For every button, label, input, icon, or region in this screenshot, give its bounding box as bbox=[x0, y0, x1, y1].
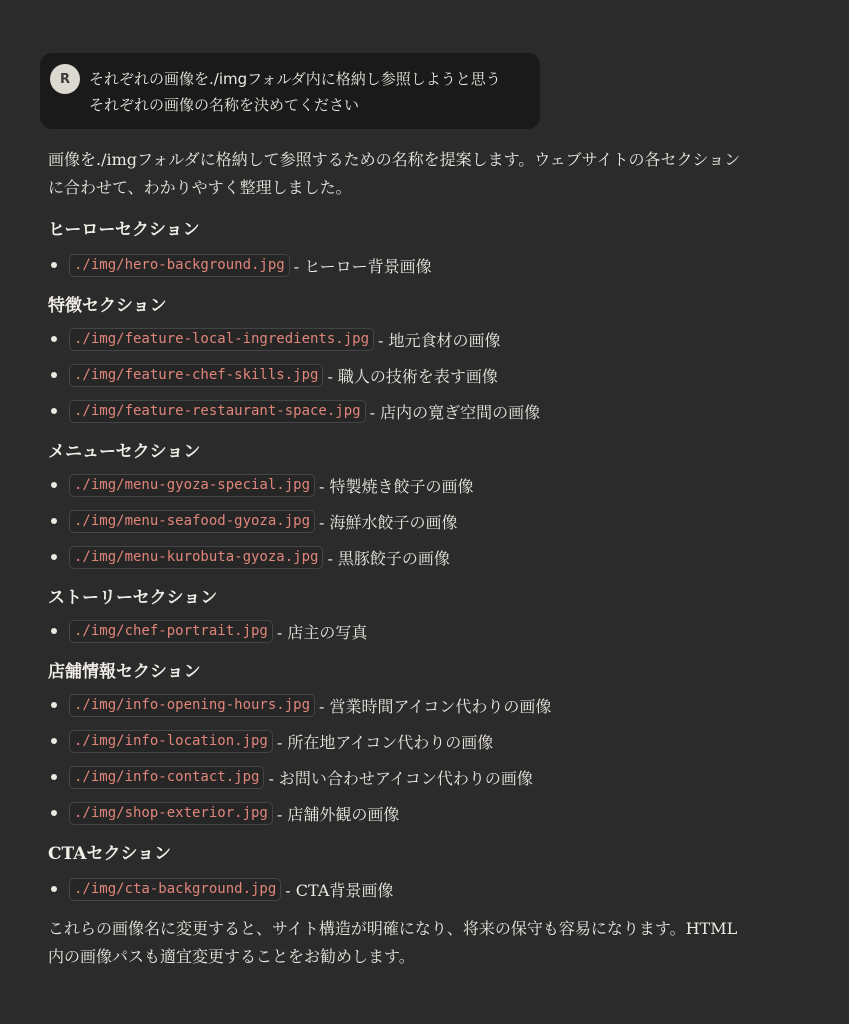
file-item bbox=[48, 871, 778, 907]
file-description: - 店舗外観の画像 bbox=[276, 804, 400, 824]
file-description: - CTA背景画像 bbox=[285, 880, 394, 900]
file-list-features bbox=[48, 321, 778, 429]
file-path-code: ./img/shop-exterior.jpg bbox=[69, 802, 273, 825]
section-title-hero: ヒーローセクション bbox=[48, 220, 200, 240]
file-path-code: ./img/feature-restaurant-space.jpg bbox=[69, 400, 366, 423]
file-description: - 所在地アイコン代わりの画像 bbox=[276, 732, 494, 752]
file-description: - ヒーロー背景画像 bbox=[293, 256, 432, 276]
file-path-code: ./img/feature-chef-skills.jpg bbox=[69, 364, 323, 387]
section-title-store-info: 店舗情報セクション bbox=[48, 662, 201, 682]
bullet-icon bbox=[51, 554, 57, 560]
file-description: - 地元食材の画像 bbox=[378, 330, 501, 350]
intro-line: に合わせて、わかりやすく整理しました。 bbox=[48, 178, 352, 197]
file-item bbox=[48, 759, 778, 795]
bullet-icon bbox=[51, 810, 57, 816]
file-description: - 黒豚餃子の画像 bbox=[327, 548, 450, 568]
bullet-icon bbox=[51, 262, 57, 268]
file-path-code: ./img/feature-local-ingredients.jpg bbox=[69, 328, 374, 351]
bullet-icon bbox=[51, 774, 57, 780]
file-description: - 営業時間アイコン代わりの画像 bbox=[319, 696, 552, 716]
bullet-icon bbox=[51, 408, 57, 414]
file-item bbox=[48, 247, 778, 283]
file-path-code: ./img/menu-gyoza-special.jpg bbox=[69, 474, 315, 497]
file-item bbox=[48, 687, 778, 723]
section-title-story: ストーリーセクション bbox=[48, 588, 218, 608]
file-path-code: ./img/menu-kurobuta-gyoza.jpg bbox=[69, 546, 323, 569]
file-path-code: ./img/hero-background.jpg bbox=[69, 254, 290, 277]
outro-line: これらの画像名に変更すると、サイト構造が明確になり、将来の保守も容易になります。HTML bbox=[48, 919, 738, 938]
file-list-story bbox=[48, 613, 778, 649]
file-list-hero bbox=[48, 247, 778, 283]
user-message-line: それぞれの画像の名称を決めてください bbox=[89, 96, 360, 114]
bullet-icon bbox=[51, 336, 57, 342]
file-description: - 職人の技術を表す画像 bbox=[327, 366, 498, 386]
file-item bbox=[48, 613, 778, 649]
file-description: - お問い合わせアイコン代わりの画像 bbox=[268, 768, 533, 788]
bullet-icon bbox=[51, 518, 57, 524]
user-avatar[interactable]: R bbox=[50, 64, 80, 94]
file-description: - 店内の寛ぎ空間の画像 bbox=[369, 402, 541, 422]
file-path-code: ./img/info-contact.jpg bbox=[69, 766, 264, 789]
file-list-store-info bbox=[48, 687, 778, 831]
bullet-icon bbox=[51, 738, 57, 744]
file-description: - 店主の写真 bbox=[276, 622, 368, 642]
file-path-code: ./img/menu-seafood-gyoza.jpg bbox=[69, 510, 315, 533]
file-description: - 海鮮水餃子の画像 bbox=[319, 512, 458, 532]
file-item bbox=[48, 321, 778, 357]
outro-line: 内の画像パスも適宜変更することをお勧めします。 bbox=[48, 947, 415, 966]
section-title-cta: CTAセクション bbox=[48, 844, 172, 864]
bullet-icon bbox=[51, 886, 57, 892]
bullet-icon bbox=[51, 482, 57, 488]
file-item bbox=[48, 357, 778, 393]
file-item bbox=[48, 393, 778, 429]
section-title-features: 特徴セクション bbox=[48, 296, 167, 316]
file-item bbox=[48, 467, 778, 503]
file-description: - 特製焼き餃子の画像 bbox=[319, 476, 474, 496]
file-list-cta bbox=[48, 871, 778, 907]
file-item bbox=[48, 723, 778, 759]
file-path-code: ./img/info-opening-hours.jpg bbox=[69, 694, 315, 717]
intro-line: 画像を./imgフォルダに格納して参照するための名称を提案します。ウェブサイトの各セクション bbox=[48, 150, 741, 169]
bullet-icon bbox=[51, 628, 57, 634]
bullet-icon bbox=[51, 702, 57, 708]
assistant-response bbox=[48, 146, 778, 971]
outro-paragraph bbox=[48, 915, 778, 971]
file-path-code: ./img/chef-portrait.jpg bbox=[69, 620, 273, 643]
file-path-code: ./img/info-location.jpg bbox=[69, 730, 273, 753]
user-message-text bbox=[89, 66, 501, 118]
section-title-menu: メニューセクション bbox=[48, 442, 201, 462]
user-message-line: それぞれの画像を./imgフォルダ内に格納し参照しようと思う bbox=[89, 70, 501, 88]
file-item bbox=[48, 539, 778, 575]
intro-paragraph bbox=[48, 146, 778, 202]
file-item bbox=[48, 503, 778, 539]
bullet-icon bbox=[51, 372, 57, 378]
file-item bbox=[48, 795, 778, 831]
file-path-code: ./img/cta-background.jpg bbox=[69, 878, 281, 901]
file-list-menu bbox=[48, 467, 778, 575]
user-message-bubble bbox=[40, 53, 540, 129]
